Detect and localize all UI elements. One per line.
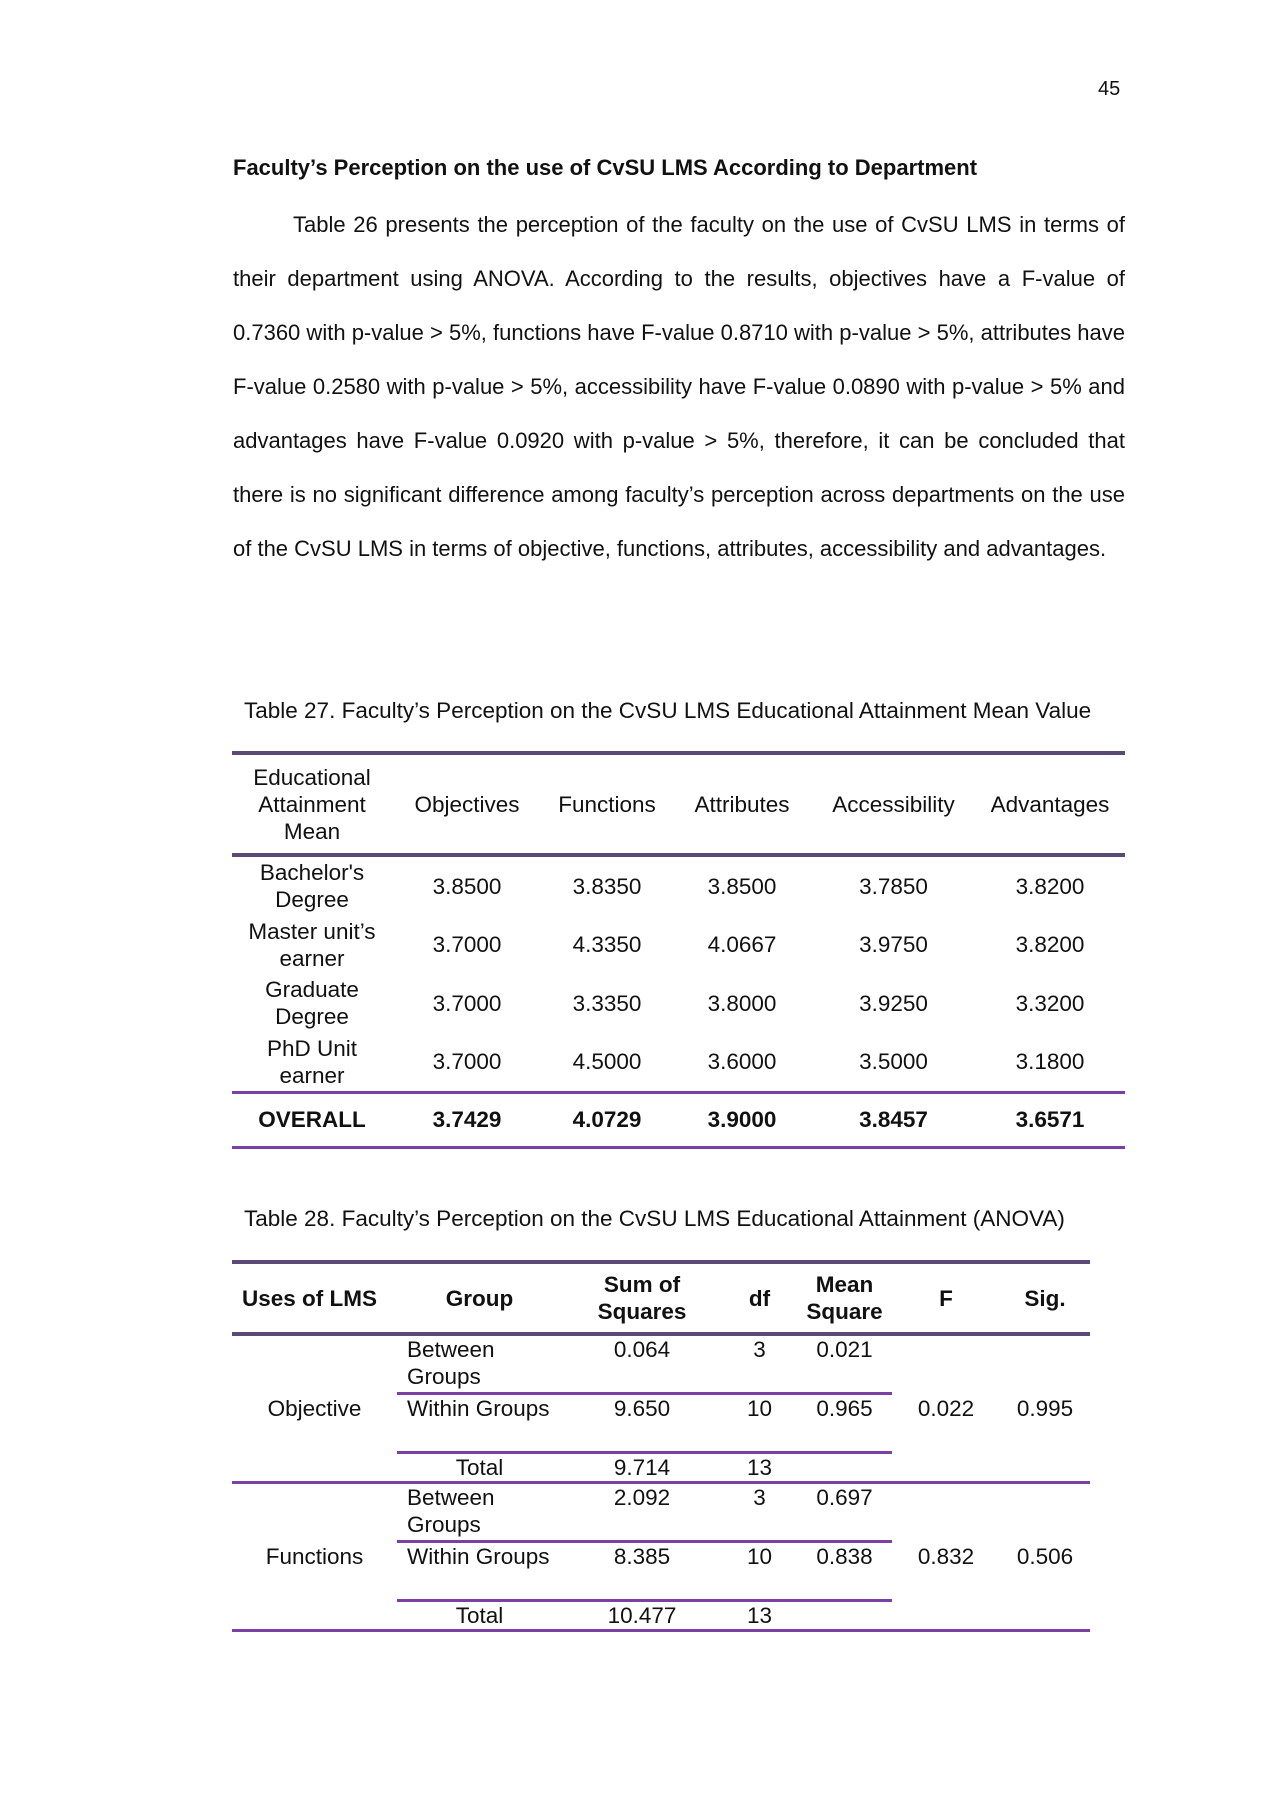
cell-df: 3 [753,1485,766,1510]
cell-df: 10 [722,1542,797,1601]
overall-value: 3.8457 [859,1107,928,1132]
cell-value: 3.7850 [859,873,928,899]
cell-ms [797,1453,892,1483]
group-label: Between Groups [407,1485,495,1537]
cell-value: 4.3350 [572,932,642,958]
table-row [232,916,1125,975]
header-sig: Sig. [1024,1285,1066,1311]
overall-value: 4.0729 [572,1107,642,1132]
overall-label: OVERALL [258,1107,366,1132]
use-label: Functions [232,1483,397,1631]
cell-f: 0.832 [892,1483,1000,1631]
cell-value: 3.9750 [859,932,928,958]
cell-ms: 0.021 [816,1337,873,1362]
row-label: PhD Unit earner [266,1035,358,1088]
header-uses-of-lms: Uses of LMS [242,1285,378,1311]
page-number: 45 [1098,78,1121,100]
overall-value: 3.9000 [707,1107,777,1132]
overall-value: 3.6571 [1015,1107,1085,1132]
cell-value: 3.8500 [432,873,502,899]
group-label: Between Groups [407,1337,495,1389]
table-27-overall-row [232,1093,1125,1148]
table-row [232,1483,1090,1542]
table-row [232,855,1125,916]
cell-ms: 0.697 [816,1485,873,1510]
cell-ms: 0.965 [797,1394,892,1453]
header-group: Group [445,1285,514,1311]
table-27 [232,751,1125,1149]
cell-value: 3.7000 [432,990,502,1016]
cell-ss: 8.385 [562,1542,722,1601]
row-label: Bachelor's Degree [259,860,365,913]
overall-value: 3.7429 [432,1107,502,1132]
group-label: Within Groups [397,1542,562,1601]
cell-value: 3.8200 [1015,932,1085,958]
use-label: Objective [232,1334,397,1483]
cell-value: 3.6000 [707,1049,777,1075]
cell-value: 3.8500 [707,873,777,899]
header-objectives: Objectives [414,791,520,817]
cell-ss: 10.477 [562,1601,722,1631]
cell-value: 4.5000 [572,1049,642,1075]
header-df: df [748,1285,771,1311]
table-28-caption: Table 28. Faculty’s Perception on the CvSU LMS Educational Attainment (ANOVA) [244,1206,1065,1231]
row-label: Graduate Degree [265,977,359,1030]
cell-value: 3.7000 [432,932,502,958]
group-label: Total [397,1453,562,1483]
header-attributes: Attributes [694,791,790,817]
cell-value: 3.7000 [432,1049,502,1075]
cell-value: 3.1800 [1015,1049,1085,1075]
cell-ss: 2.092 [613,1485,671,1510]
cell-ms: 0.838 [797,1542,892,1601]
row-label: Master unit’s earner [248,918,376,971]
table-row [232,974,1125,1033]
body-paragraph: Table 26 presents the perception of the faculty on the use of CvSU LMS in terms of their department using ANOVA. According to the results, objectives have a F-value of 0.7360 with p-value > 5%, functions have F-value 0.8710 with p-value > 5%, attributes have F-value 0.2580 with p-value > 5%, accessibility have F-value 0.0890 with p-value > 5% and advantages have F-value 0.0920 with p-value > 5%, therefore, it can be concluded that there is no significant difference among faculty’s perception across departments on the use of the CvSU LMS in terms of objective, functions, attributes, accessibility and advantages. [233,212,1125,561]
table-row [232,1033,1125,1093]
header-educational-attainment: Educational Attainment Mean [253,764,371,844]
header-sum-of-squares: Sum of Squares [597,1272,687,1324]
header-accessibility: Accessibility [832,791,955,817]
cell-value: 3.3350 [572,990,642,1016]
cell-df: 13 [722,1453,797,1483]
table-28 [232,1260,1090,1632]
table-28-header-row [232,1262,1090,1334]
header-f: F [939,1285,953,1311]
section-heading: Faculty’s Perception on the use of CvSU LMS According to Department [233,155,978,180]
header-advantages: Advantages [990,791,1110,817]
table-27-header-row [232,753,1125,855]
cell-df: 13 [722,1601,797,1631]
cell-sig: 0.506 [1000,1483,1090,1631]
header-mean-square: Mean Square [806,1272,883,1324]
cell-value: 4.0667 [707,932,777,958]
cell-sig: 0.995 [1000,1334,1090,1483]
cell-ss: 9.650 [562,1394,722,1453]
group-label: Total [397,1601,562,1631]
header-functions: Functions [558,791,656,817]
cell-ms [797,1601,892,1631]
cell-df: 10 [722,1394,797,1453]
cell-ss: 9.714 [562,1453,722,1483]
cell-value: 3.8200 [1015,873,1085,899]
cell-df: 3 [753,1337,766,1362]
table-row [232,1334,1090,1394]
cell-value: 3.9250 [859,990,928,1016]
cell-value: 3.8000 [707,990,777,1016]
group-label: Within Groups [397,1394,562,1453]
cell-value: 3.3200 [1015,990,1085,1016]
cell-f: 0.022 [892,1334,1000,1483]
cell-ss: 0.064 [613,1337,671,1362]
cell-value: 3.5000 [859,1049,928,1075]
table-27-caption: Table 27. Faculty’s Perception on the CvSU LMS Educational Attainment Mean Value [244,698,1092,723]
cell-value: 3.8350 [572,873,642,899]
